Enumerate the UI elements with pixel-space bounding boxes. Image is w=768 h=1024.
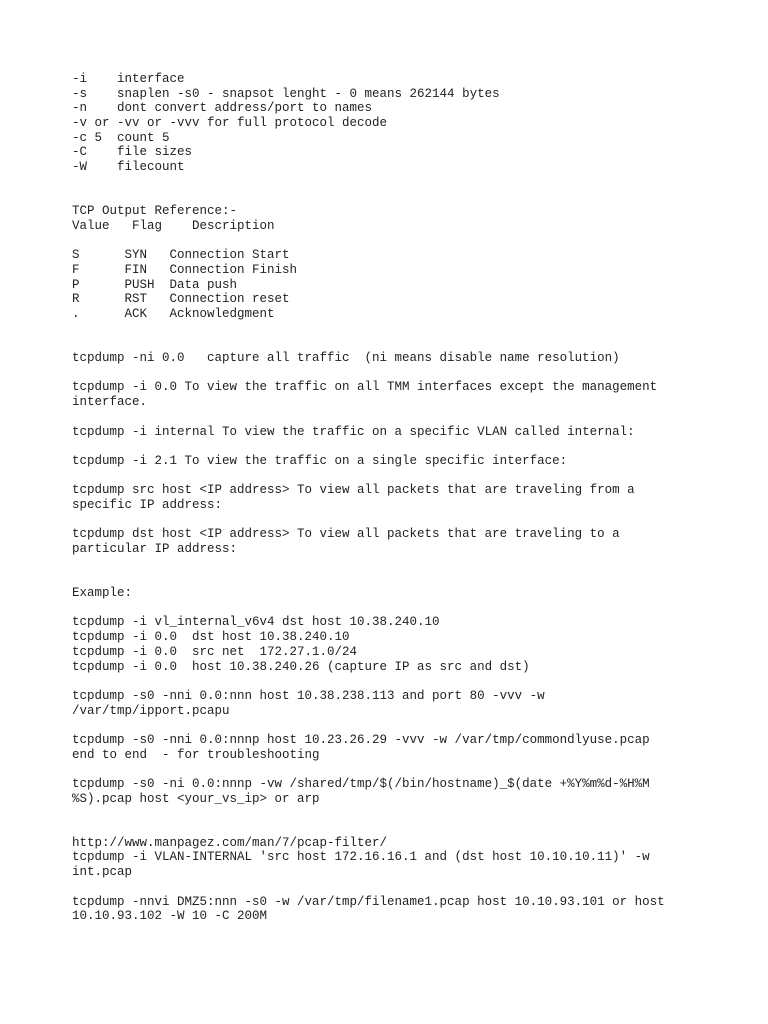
command-line: tcpdump -s0 -nni 0.0:nnnp host 10.23.26.29 -vvv -w /var/tmp/commondlyuse.pcap bbox=[72, 732, 650, 747]
text-line: -W filecount bbox=[72, 160, 185, 175]
table-row: S SYN Connection Start bbox=[72, 248, 290, 263]
command-line: tcpdump -i 0.0 src net 172.27.1.0/24 bbox=[72, 644, 358, 659]
text-line: -n dont convert address/port to names bbox=[72, 101, 373, 116]
command-line: tcpdump -i vl_internal_v6v4 dst host 10.38.240.10 bbox=[72, 615, 440, 630]
command-line: %S).pcap host <your_vs_ip> or arp bbox=[72, 791, 320, 806]
text-line: tcpdump src host <IP address> To view all packets that are traveling from a bbox=[72, 483, 635, 498]
text-line: -s snaplen -s0 - snapsot lenght - 0 means 262144 bytes bbox=[72, 86, 500, 101]
text-line: -v or -vv or -vvv for full protocol decode bbox=[72, 116, 388, 131]
section-heading: TCP Output Reference:- bbox=[72, 204, 238, 219]
text-line: end to end - for troubleshooting bbox=[72, 747, 320, 762]
blank-line bbox=[72, 175, 712, 190]
text-line: -i interface bbox=[72, 72, 185, 86]
blank-line bbox=[72, 469, 712, 484]
table-row: . ACK Acknowledgment bbox=[72, 307, 275, 321]
text-line: tcpdump -i 0.0 To view the traffic on all TMM interfaces except the management bbox=[72, 380, 658, 395]
text-line: tcpdump -ni 0.0 capture all traffic (ni means disable name resolution) bbox=[72, 351, 620, 366]
document-body bbox=[72, 72, 712, 924]
url-line: http://www.manpagez.com/man/7/pcap-filter/ bbox=[72, 835, 388, 850]
blank-line bbox=[72, 557, 712, 572]
text-line: tcpdump -i internal To view the traffic on a specific VLAN called internal: bbox=[72, 424, 635, 439]
table-header: Value Flag Description bbox=[72, 218, 275, 233]
blank-line bbox=[72, 439, 712, 454]
text-line: -c 5 count 5 bbox=[72, 130, 170, 145]
text-line: -C file sizes bbox=[72, 145, 193, 160]
blank-line bbox=[72, 513, 712, 528]
text-line: specific IP address: bbox=[72, 497, 223, 512]
table-row: R RST Connection reset bbox=[72, 292, 290, 307]
blank-line bbox=[72, 806, 712, 821]
command-line: 10.10.93.102 -W 10 -C 200M bbox=[72, 909, 268, 924]
blank-line bbox=[72, 601, 712, 616]
text-line: particular IP address: bbox=[72, 542, 238, 556]
blank-line bbox=[72, 366, 712, 381]
blank-line bbox=[72, 410, 712, 425]
blank-line bbox=[72, 571, 712, 586]
blank-line bbox=[72, 674, 712, 689]
text-line: tcpdump dst host <IP address> To view all packets that are traveling to a bbox=[72, 527, 620, 542]
command-line: tcpdump -nnvi DMZ5:nnn -s0 -w /var/tmp/filename1.pcap host 10.10.93.101 or host bbox=[72, 894, 665, 909]
blank-line bbox=[72, 762, 712, 777]
blank-line bbox=[72, 336, 712, 351]
blank-line bbox=[72, 190, 712, 205]
command-line: tcpdump -i VLAN-INTERNAL 'src host 172.16.16.1 and (dst host 10.10.10.11)' -w bbox=[72, 850, 650, 865]
command-line: tcpdump -i 0.0 host 10.38.240.26 (capture IP as src and dst) bbox=[72, 659, 530, 674]
blank-line bbox=[72, 234, 712, 249]
table-row: P PUSH Data push bbox=[72, 277, 238, 292]
section-heading: Example: bbox=[72, 586, 133, 601]
command-line: int.pcap bbox=[72, 865, 133, 880]
text-line: interface. bbox=[72, 395, 148, 410]
table-row: F FIN Connection Finish bbox=[72, 262, 298, 277]
blank-line bbox=[72, 322, 712, 337]
command-line: tcpdump -i 0.0 dst host 10.38.240.10 bbox=[72, 630, 350, 645]
text-line: tcpdump -i 2.1 To view the traffic on a single specific interface: bbox=[72, 453, 568, 468]
command-line: tcpdump -s0 -nni 0.0:nnn host 10.38.238.113 and port 80 -vvv -w bbox=[72, 688, 545, 703]
blank-line bbox=[72, 718, 712, 733]
command-line: tcpdump -s0 -ni 0.0:nnnp -vw /shared/tmp/$(/bin/hostname)_$(date +%Y%m%d-%H%M bbox=[72, 777, 650, 791]
command-line: /var/tmp/ipport.pcapu bbox=[72, 703, 230, 718]
blank-line bbox=[72, 821, 712, 836]
blank-line bbox=[72, 880, 712, 895]
